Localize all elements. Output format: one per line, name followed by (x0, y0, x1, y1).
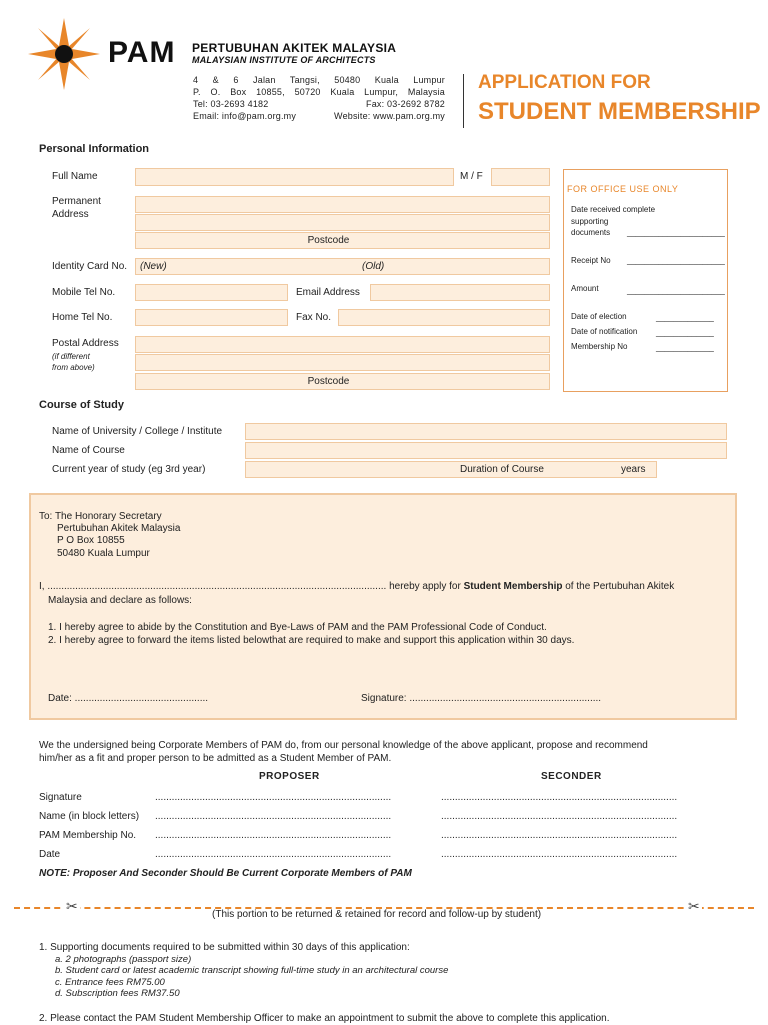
office-election: Date of election (571, 312, 627, 321)
personal-section-title: Personal Information (39, 143, 150, 155)
full-name-label: Full Name (52, 171, 98, 182)
tel: Tel: 03-2693 4182 (193, 99, 269, 109)
pam-logo (28, 18, 100, 90)
course-section-title: Course of Study (39, 399, 124, 411)
apply-line-2: Malaysia and declare as follows: (48, 595, 192, 606)
postal-address-line2[interactable] (135, 354, 550, 371)
office-receipt-blank: ______________________ (627, 256, 725, 265)
ic-label: Identity Card No. (52, 261, 128, 272)
office-receipt: Receipt No (571, 256, 611, 265)
header-divider (463, 74, 464, 128)
full-name-field[interactable] (135, 168, 454, 186)
declaration-date[interactable]: Date: ................................................ (48, 693, 209, 704)
row-date: Date (39, 849, 61, 860)
office-notification-blank: _____________ (656, 328, 714, 337)
seconder-signature-dots[interactable]: ..................................................................................... (441, 792, 678, 803)
footer-item-2: 2. Please contact the PAM Student Membership Officer to make an appointment to submit the above to complete this application. (39, 1013, 610, 1024)
seconder-heading: SECONDER (541, 771, 602, 782)
proposer-membership-dots[interactable]: ..................................................................................... (155, 830, 392, 841)
footer-sub-d: d. Subscription fees RM37.50 (55, 988, 180, 999)
office-date-received-2: supporting (571, 217, 609, 226)
office-membership: Membership No (571, 342, 628, 351)
proposal-intro-2: him/her as a fit and proper person to be admitted as a Student Member of PAM. (39, 753, 392, 764)
home-tel-field[interactable] (135, 309, 288, 326)
applicant-name-dots[interactable]: I, .......................................................................................................................... (39, 581, 387, 592)
office-amount-blank: ______________________ (627, 286, 725, 295)
secretary-addr-1: Pertubuhan Akitek Malaysia (57, 523, 181, 534)
proposer-name-dots[interactable]: ..................................................................................... (155, 811, 392, 822)
secretary-addr-3: 50480 Kuala Lumpur (57, 548, 150, 559)
course-name-field[interactable] (245, 442, 727, 459)
office-notification: Date of notification (571, 327, 638, 336)
proposer-signature-dots[interactable]: ..................................................................................... (155, 792, 392, 803)
email: Email: info@pam.org.my (193, 111, 297, 121)
scissors-right-icon: ✂ (688, 898, 700, 914)
seconder-date-dots[interactable]: ..................................................................................... (441, 849, 678, 860)
postal-address-line1[interactable] (135, 336, 550, 353)
declaration-point-1: 1. I hereby agree to abide by the Constitution and Bye-Laws of PAM and the PAM Professional Code of Conduct. (48, 622, 547, 633)
logo-text: PAM (108, 36, 176, 69)
ic-old-label: (Old) (362, 261, 385, 272)
current-year-label: Current year of study (eg 3rd year) (52, 464, 206, 475)
row-membership: PAM Membership No. (39, 830, 137, 841)
email-field[interactable] (370, 284, 550, 301)
postal-label: Postal Address (52, 338, 119, 349)
row-name: Name (in block letters) (39, 811, 140, 822)
postcode2-label: Postcode (307, 376, 350, 387)
proposal-intro-1: We the undersigned being Corporate Members of PAM do, from our personal knowledge of the above applicant, propose and recommend (39, 740, 648, 751)
sun-logo-icon (28, 18, 100, 90)
university-label: Name of University / College / Institute (52, 426, 223, 437)
form-title-line1: APPLICATION FOR (478, 72, 651, 93)
gender-field[interactable] (491, 168, 550, 186)
row-signature: Signature (39, 792, 82, 803)
apply-post: of the Pertubuhan Akitek (562, 581, 675, 592)
scissors-left-icon: ✂ (66, 898, 78, 914)
proposal-note: NOTE: Proposer And Seconder Should Be Current Corporate Members of PAM (39, 868, 412, 879)
apply-bold: Student Membership (463, 581, 563, 592)
office-amount: Amount (571, 284, 599, 293)
permanent-label: Permanent (52, 196, 101, 207)
email-label: Email Address (296, 287, 360, 298)
office-membership-blank: _____________ (656, 343, 714, 352)
org-name-en: MALAYSIAN INSTITUTE OF ARCHITECTS (192, 55, 376, 65)
footer-item-1: 1. Supporting documents required to be submitted within 30 days of this application: (39, 942, 410, 953)
duration-label: Duration of Course (460, 464, 544, 475)
ic-field[interactable] (135, 258, 550, 275)
mobile-label: Mobile Tel No. (52, 287, 116, 298)
postcode-label: Postcode (307, 235, 350, 246)
fax: Fax: 03-2692 8782 (366, 99, 445, 109)
secretary-addr-2: P O Box 10855 (57, 535, 125, 546)
postal-note-1: (if different (52, 352, 90, 361)
office-election-blank: _____________ (656, 313, 714, 322)
proposer-heading: PROPOSER (259, 771, 320, 782)
current-year-field[interactable] (245, 461, 657, 478)
years-label: years (621, 464, 646, 475)
apply-line (39, 580, 674, 593)
declaration-signature[interactable]: Signature: ..................................................................... (361, 693, 602, 704)
address-line2: P. O. Box 10855, 50720 Kuala Lumpur, Malaysia (193, 87, 445, 97)
form-title-line2: STUDENT MEMBERSHIP (478, 98, 761, 125)
university-field[interactable] (245, 423, 727, 440)
footer-sub-c: c. Entrance fees RM75.00 (55, 977, 165, 988)
home-tel-label: Home Tel No. (52, 312, 113, 323)
ic-new-label: (New) (140, 261, 167, 272)
seconder-name-dots[interactable]: ..................................................................................... (441, 811, 678, 822)
footer-sub-b: b. Student card or latest academic transcript showing full-time study in an architectural course (55, 965, 449, 976)
address-label: Address (52, 209, 89, 220)
permanent-address-line1[interactable] (135, 196, 550, 213)
footer-sub-a: a. 2 photographs (passport size) (55, 954, 192, 965)
postal-postcode-field[interactable] (135, 373, 550, 390)
to-line: To: The Honorary Secretary (39, 511, 162, 522)
office-use-box (563, 169, 728, 392)
apply-pre: hereby apply for (386, 581, 464, 592)
office-date-received-blank: ______________________ (627, 228, 725, 237)
office-date-received-3: documents (571, 228, 611, 237)
website: Website: www.pam.org.my (334, 111, 445, 121)
permanent-postcode-field[interactable] (135, 232, 550, 249)
declaration-point-2: 2. I hereby agree to forward the items listed belowthat are required to make and support this application within 30 days. (48, 635, 575, 646)
seconder-membership-dots[interactable]: ..................................................................................... (441, 830, 678, 841)
course-name-label: Name of Course (52, 445, 125, 456)
gender-label: M / F (460, 171, 483, 182)
fax-label: Fax No. (296, 312, 332, 323)
address-line1: 4 & 6 Jalan Tangsi, 50480 Kuala Lumpur (193, 75, 445, 85)
mobile-field[interactable] (135, 284, 288, 301)
fax-field[interactable] (338, 309, 550, 326)
cut-note: (This portion to be returned & retained for record and follow-up by student) (212, 909, 542, 920)
proposer-date-dots[interactable]: ..................................................................................... (155, 849, 392, 860)
permanent-address-line2[interactable] (135, 214, 550, 231)
postal-note-2: from above) (52, 363, 95, 372)
office-date-received-1: Date received complete (571, 205, 656, 214)
office-title: FOR OFFICE USE ONLY (567, 184, 679, 194)
org-name: PERTUBUHAN AKITEK MALAYSIA (192, 41, 397, 55)
